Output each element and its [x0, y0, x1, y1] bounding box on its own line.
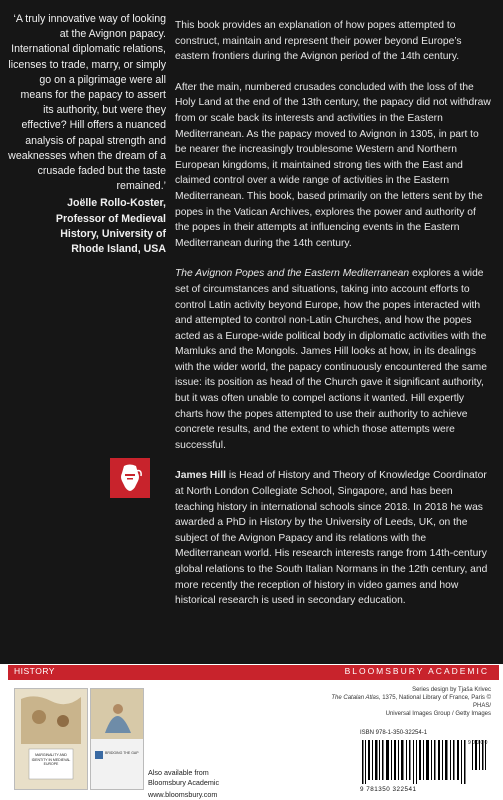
related-book-cover-1: [14, 688, 88, 790]
quote-author: Joëlle Rollo-Koster,: [67, 197, 166, 210]
series-design-credit: Series design by Tjaša Krivec: [412, 687, 491, 693]
also-available-line-2: Bloomsbury Academic: [148, 777, 220, 787]
isbn: ISBN 978-1-350-32254-1: [360, 730, 428, 736]
also-available: [148, 768, 219, 800]
image-credits: [331, 686, 491, 718]
category-bar: [8, 665, 499, 680]
author-name: James Hill: [175, 470, 226, 482]
publisher-website: www.bloomsbury.com: [148, 790, 218, 799]
endorsement-quote: [8, 12, 166, 257]
also-available-line-1: Also available from: [148, 768, 209, 777]
related-book-cover-2: [90, 688, 144, 790]
author-bio-text: is Head of History and Theory of Knowledge Coordinator at North London Collegiate School, Singapore, and has been teaching history in international schools since 2018. In 2018 he was awarded a PhD in History by the University of Leeds, UK, on the subject of the Avignon Papacy and its relations with the Mediterranean world. His research interests range from 14th-century global relations to the South Italian Normans in the 12th century, and more recently the reception of history in video games and how historical research is used in secondary education.: [175, 470, 488, 607]
related-book-title-2: BRIDGING THE GAP: [105, 751, 139, 755]
price-code: 9 0 0 0 0: [468, 740, 488, 746]
book-title-italic: The Avignon Popes and the Eastern Mediterranean: [175, 268, 410, 280]
cover-image-credit-2: Universal Images Group / Getty Images: [385, 711, 491, 717]
publisher-name: BLOOMSBURY ACADEMIC: [344, 666, 489, 676]
author-bio: [175, 468, 491, 608]
cover-image-credit: The Catalan Atlas, 1375, National Library of France, Paris © PHAS/: [331, 695, 491, 709]
category-label: HISTORY: [14, 666, 55, 676]
quote-author-affiliation: Professor of Medieval History, University of Rhode Island, USA: [55, 212, 166, 256]
blurb-paragraph-1: This book provides an explanation of how popes attempted to construct, maintain and represent their power beyond Europe’s eastern frontiers during the Avignon period of the 14th century.: [175, 20, 462, 63]
barcode: [360, 740, 488, 784]
blurb-paragraph-3-text: explores a wide set of circumstances and situations, taking into account efforts to control Latin activity beyond Europe, how the popes interacted with and attempted to control non-Latin Churches, and how the popes acted as a Europe-wide political body in diplomatic activities with the Mamluks and the Mongols. James Hill looks at how, in its dealings with the wider world, the papacy continuously encountered the same issue: its position as head of the Church gave it significant authority, but it was often unable to compel actions it wanted. Hill expertly charts how the popes attempted to use their authority to achieve concrete results, and the extent to which those attempts were successful.: [175, 268, 487, 451]
quote-text: ‘A truly innovative way of looking at the Avignon papacy. International diplomatic relations, licenses to trade, marry, or simply go on a pilgrimage were all means for the papacy to assert its authority, but were they effective? Hill offers a nuanced analysis of papal strength and weaknesses when the dream of a crusade faded but the taste remained.’: [8, 13, 166, 193]
knight-helmet-icon: [110, 458, 150, 498]
blurb: [175, 18, 491, 624]
barcode-number: 9 781350 322541: [360, 786, 417, 793]
related-book-title-1: MARGINALITY AND IDENTITY IN MEDIEVAL EUROPE: [31, 753, 71, 766]
blurb-paragraph-3: [175, 266, 491, 453]
blurb-paragraph-2: After the main, numbered crusades concluded with the loss of the Holy Land at the end of the 13th century, the papacy did not withdraw from or scale back its interests and activities in the Eastern Mediterranean. As the papacy moved to Avignon in 1305, in part to be nearer the increasingly troublesome Western and Northern European kingdoms, it maintained strong ties with the East and claimed control over a wide range of activities in the Eastern Mediterranean. This book, based primarily on the letters sent by the popes in the Vatican Archives, explores the power and authority of the popes in their attempts at influencing events in the Eastern Mediterranean during the 14th century.: [175, 81, 491, 249]
